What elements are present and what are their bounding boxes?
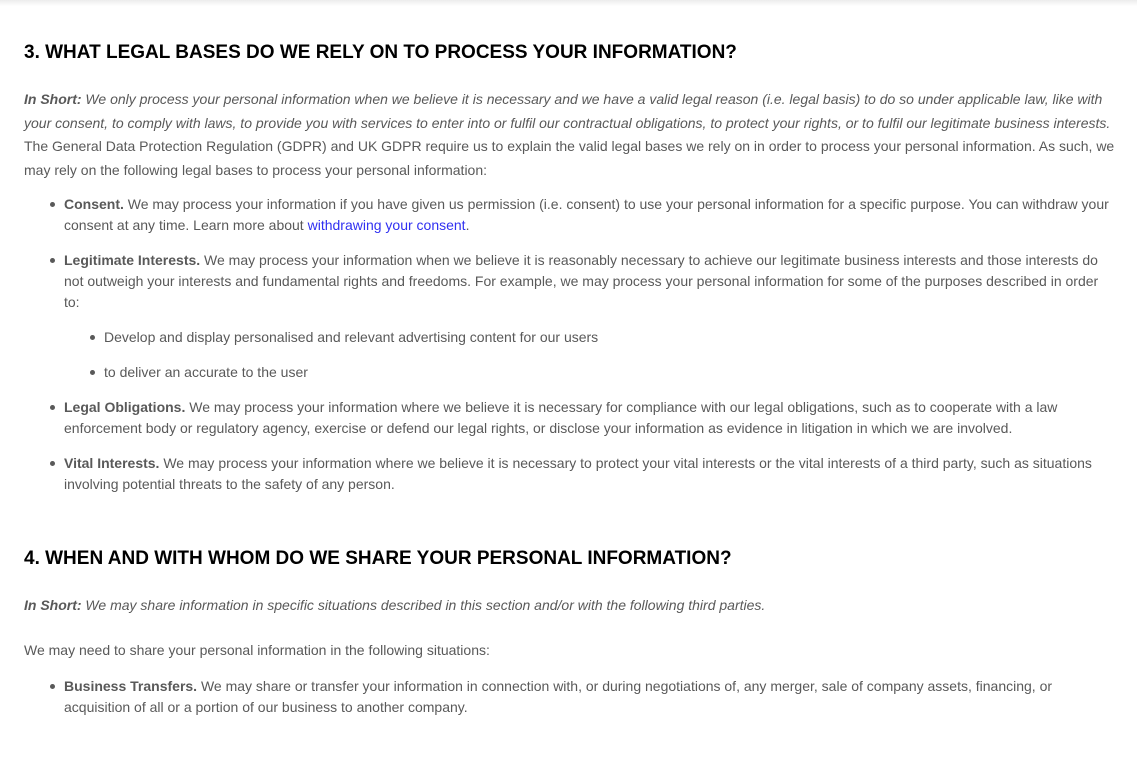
list-item-consent [64, 194, 1116, 236]
section-3-intro: The General Data Protection Regulation (GDPR) and UK GDPR require us to explain the valid legal bases we rely on in order to process your personal information. As such, we may rely on the following legal bases to process your personal information: [24, 138, 1115, 178]
section-4-heading: 4. WHEN AND WITH WHOM DO WE SHARE YOUR PERSONAL INFORMATION? [24, 548, 732, 569]
list-item-label: Consent. [64, 196, 124, 212]
section-3-in-short [24, 88, 1116, 135]
sublist-item: to deliver an accurate to the user [104, 362, 1116, 383]
withdrawing-consent-link[interactable]: withdrawing your consent [307, 217, 466, 233]
list-item-label: Vital Interests. [64, 455, 160, 471]
list-item-text: We may process your information where we believe it is necessary for compliance with our legal obligations, such as to cooperate with a law enforcement body or regulatory agency, exercise or defend our legal rights, or disclose your information as evidence in litigation in which we are involved. [64, 399, 1058, 436]
section-3-heading: 3. WHAT LEGAL BASES DO WE RELY ON TO PROCESS YOUR INFORMATION? [24, 42, 737, 63]
list-item-label: Legal Obligations. [64, 399, 186, 415]
section-4-in-short [24, 594, 1116, 618]
in-short-label: In Short: [24, 597, 82, 613]
in-short-label: In Short: [24, 91, 82, 107]
in-short-text: We only process your personal information when we believe it is necessary and we have a valid legal reason (i.e. legal basis) to do so under applicable law, like with your consent, to comply with laws, to provide you with services to enter into or fulfil our contractual obligations, to protect your rights, or to fulfil our legitimate business interests. [24, 91, 1111, 131]
sublist-item: Develop and display personalised and relevant advertising content for our users [104, 327, 1116, 348]
list-item-text-end: . [465, 217, 470, 233]
in-short-text: We may share information in specific situations described in this section and/or with the following third parties. [81, 597, 766, 613]
list-item-text: We may process your information if you have given us permission (i.e. consent) to use your personal information for a specific purpose. You can withdraw your consent at any time. Learn more about [64, 196, 1109, 233]
top-shadow [0, 0, 1137, 6]
section-4-intro: We may need to share your personal information in the following situations: [24, 642, 490, 658]
list-item-label: Legitimate Interests. [64, 252, 201, 268]
list-item-vital-interests [64, 453, 1116, 495]
list-item-text: We may share or transfer your information in connection with, or during negotiations of, any merger, sale of company assets, financing, or acquisition of all or a portion of our business to another company. [64, 678, 1053, 715]
list-item-legal-obligations [64, 397, 1116, 439]
list-item-label: Business Transfers. [64, 678, 198, 694]
list-item-text: We may process your information where we believe it is necessary to protect your vital interests or the vital interests of a third party, such as situations involving potential threats to the safety of any person. [64, 455, 1092, 492]
list-item-text: We may process your information when we believe it is reasonably necessary to achieve our legitimate business interests and those interests do not outweigh your interests and fundamental rights and freedoms. For example, we may process your personal information for some of the purposes described in order to: [64, 252, 1099, 310]
list-item-legitimate-interests [64, 250, 1116, 313]
list-item-business-transfers [64, 676, 1116, 718]
